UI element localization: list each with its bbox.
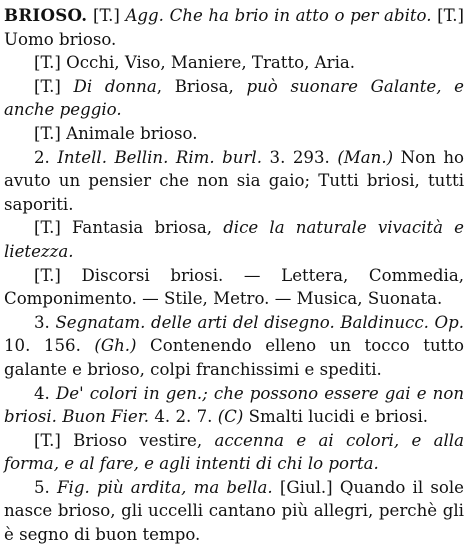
- text-segment: 5.: [34, 477, 58, 497]
- text-segment: [T.] Uomo brioso.: [4, 6, 464, 49]
- italic-text: (Gh.): [94, 336, 137, 356]
- italic-text: (C): [217, 407, 244, 427]
- entry-paragraph: [4, 311, 464, 382]
- text-segment: [Giul.] Quando il sole nasce brioso, gli uccelli cantano più allegri, perchè gli è segno di buon tempo.: [4, 477, 464, 545]
- text-segment: 2.: [34, 147, 58, 167]
- text-segment: 4.: [34, 383, 56, 403]
- entry-paragraph: [4, 476, 464, 547]
- entry-paragraph: [4, 429, 464, 476]
- text-segment: 3. 293.: [262, 147, 338, 167]
- entry-paragraph: [4, 264, 464, 311]
- italic-text: (Man.): [337, 147, 394, 167]
- text-segment: 10. 156.: [4, 336, 95, 356]
- italic-text: può suonare Galante, e anche peggio.: [4, 76, 464, 120]
- text-segment: [T.] Fantasia briosa,: [34, 218, 224, 238]
- dictionary-entry-brioso: [4, 4, 464, 547]
- text-segment: [T.]: [87, 6, 126, 25]
- headword: BRIOSO.: [4, 5, 88, 25]
- italic-text: accenna e ai colori, e alla forma, e al fare, e agli intenti di chi lo porta.: [4, 430, 464, 474]
- entry-headline: [4, 4, 464, 51]
- text-segment: 3.: [34, 312, 56, 332]
- italic-text: Intell. Bellin. Rim. burl.: [57, 147, 263, 167]
- entry-paragraph: [4, 51, 464, 75]
- entry-paragraph: [4, 146, 464, 217]
- text-segment: [T.]: [34, 76, 74, 96]
- italic-text: dice la naturale vivacità e lietezza.: [4, 218, 464, 261]
- entry-paragraph: [4, 122, 464, 146]
- italic-text: Di donna: [73, 76, 157, 96]
- entry-paragraph: [4, 75, 464, 122]
- entry-paragraph: [4, 216, 464, 263]
- text-segment: , Briosa,: [156, 76, 247, 96]
- italic-text: De' colori in gen.; che possono essere gai e non briosi. Buon Fier.: [4, 383, 465, 427]
- italic-text: Segnatam. delle arti del disegno. Baldinucc. Op.: [55, 312, 464, 332]
- entry-paragraph: [4, 382, 464, 429]
- text-segment: [T.] Animale brioso.: [34, 123, 198, 143]
- text-segment: Smalti lucidi e briosi.: [243, 407, 429, 427]
- text-segment: Contenendo elleno un tocco tutto galante e brioso, colpi franchissimi e spediti.: [4, 336, 464, 379]
- text-segment: [T.] Discorsi briosi. — Lettera, Commedia, Componimento. — Stile, Metro. — Musica, Suonata.: [4, 265, 464, 309]
- text-segment: [T.] Occhi, Viso, Maniere, Tratto, Aria.: [34, 53, 356, 73]
- text-segment: 4. 2. 7.: [149, 407, 218, 427]
- text-segment: Non ho avuto un pensier che non sia gaio; Tutti briosi, tutti saporiti.: [4, 147, 464, 214]
- italic-text: Fig. più ardita, ma bella.: [57, 477, 273, 497]
- text-segment: [T.] Brioso vestire,: [34, 430, 215, 450]
- italic-text: Agg. Che ha brio in atto o per abito.: [125, 6, 432, 25]
